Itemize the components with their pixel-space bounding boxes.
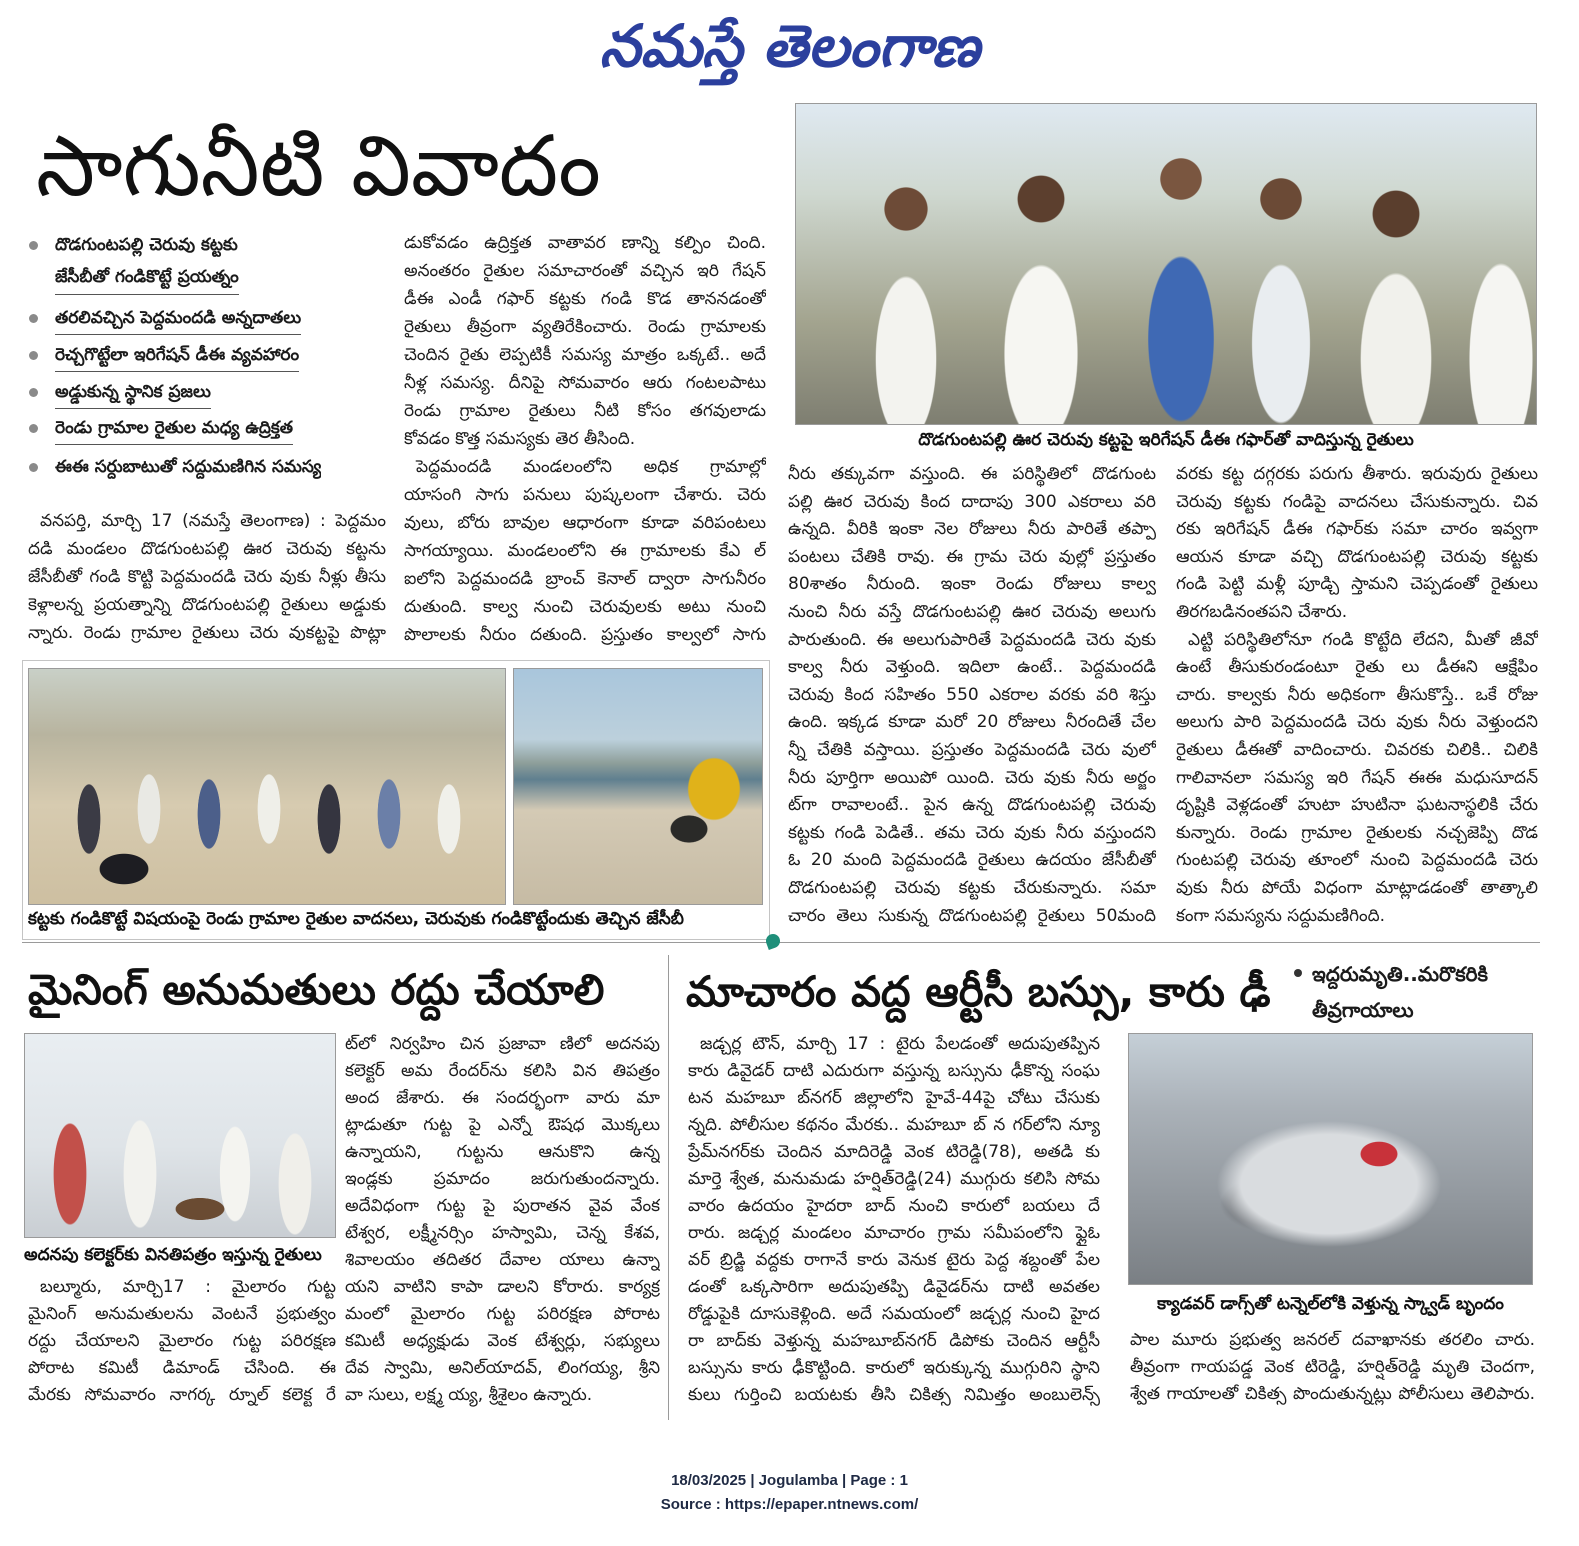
text-line: పల్లి ఊర చెరువు కింద దాదాపు 300 ఎకరాలు వరి bbox=[788, 491, 1156, 512]
text-line: సాగయ్యాయి. మండలంలోని ఈ గ్రామాలకు కేఎ ల్ bbox=[404, 541, 766, 561]
text-line: రెండు గ్రామాల రైతులు నీటి కోసం తగవులాడు bbox=[404, 401, 766, 421]
photo-caption: దొడగుంటపల్లి ఊర చెరువు కట్టపై ఇరిగేషన్ డీఈ గఫార్‌తో వాదిస్తున్న రైతులు bbox=[918, 430, 1414, 450]
text-line: రైతులు డీఈతో వాదించారు. చివరకు చిలికి.. చిలికి bbox=[1176, 739, 1538, 760]
text-line: పొలాలకు నీరుం దతుంది. ప్రస్తుతం కాల్వలో సాగు bbox=[404, 625, 766, 645]
text-line: టన మహబూ బ్‌నగర్ జిల్లాలోని హైవే-44పై చోటు చేసుకు bbox=[688, 1088, 1100, 1108]
bullet-icon bbox=[29, 463, 38, 472]
lead-story-column-1 bbox=[28, 507, 386, 647]
text-line: జేసీబీతో గండి కొట్టి పెద్దమందడి చెరు వుకు నీళ్లు తీసు bbox=[28, 567, 386, 587]
text-line: పోరాట కమిటీ డిమాండ్ చేసింది. ఈ bbox=[28, 1358, 336, 1378]
text-line: 80శాతం నీరుంది. ఇంకా రెండు రోజులు కాల్వ bbox=[788, 574, 1156, 595]
text-line: రారు. జడ్చర్ల మండలం మాచారం గ్రామ సమీపంలోని ఫ్లైఓ bbox=[688, 1223, 1100, 1243]
text-line: దృష్టికి వెళ్లడంతో హుటా హుటినా ఘటనాస్థలికి చేరు bbox=[1176, 795, 1538, 816]
text-line: పాల మూరు ప్రభుత్వ జనరల్ దవాఖానకు తరలిం చారు. bbox=[1130, 1330, 1535, 1350]
text-line: పారుతుంది. ఈ అలుగుపారితే పెద్దమందడి చెరు వుకు bbox=[788, 629, 1156, 650]
text-line: రకు ఇరిగేషన్ డీఈ గఫార్‌కు సమా చారం ఇవ్వగా bbox=[1176, 519, 1538, 540]
column-divider bbox=[668, 955, 669, 1420]
text-line: గుంటపల్లి చెరువు తూంలో నుంచి పెద్దమందడి చెరు bbox=[1176, 850, 1538, 871]
text-line: కలెక్టర్ అమ రేందర్‌ను కలిసి విన తిపత్రం bbox=[345, 1061, 660, 1081]
accident-headline: మాచారం వద్ద ఆర్టీసీ బస్సు, కారు ఢీ bbox=[686, 967, 1271, 1016]
text-line: దడి మండలం దొడగుంటపల్లి ఊర చెరువు కట్టను bbox=[28, 539, 386, 559]
text-line: కెళ్లాలన్న ప్రయత్నాన్ని దొడగుంటపల్లి రైతులు అడ్డుకు bbox=[28, 595, 386, 615]
text-line: ఉంది. ఇక్కడ కూడా మరో 20 రోజులు నీరందితే చేల bbox=[788, 712, 1156, 733]
text-line: యాసంగి సాగు పనులు పుష్కలంగా చేశారు. చెరు bbox=[404, 485, 766, 505]
text-line: అనంతరం రైతుల సమాచారంతో వచ్చిన ఇరి గేషన్ bbox=[404, 261, 766, 281]
footer-edition-line: 18/03/2025 | Jogulamba | Page : 1 bbox=[671, 1472, 908, 1489]
text-line: నుంచి నీరు వస్తే దొడగుంటపల్లి ఊర చెరువు అలుగు bbox=[788, 601, 1156, 622]
text-line: ఆయన కూడా వచ్చి దొడగుంటపల్లి చెరువు కట్టకు bbox=[1176, 546, 1538, 567]
text-line: అలుగు పారి పెద్దమందడి చెరు వుకు నీరు వెళ్తుందని bbox=[1176, 712, 1538, 733]
masthead-title: నమస్తే తెలంగాణ bbox=[599, 12, 980, 80]
bullet-icon bbox=[29, 241, 38, 250]
bullet-line: తరలివచ్చిన పెద్దమందడి అన్నదాతలు bbox=[55, 308, 302, 328]
text-line: ఓ 20 మంది పెద్దమందడి రైతులు ఉదయం జేసీబీతో bbox=[788, 850, 1156, 871]
text-line: వుకు నీరు పోయే విధంగా మాట్లాడడంతో తాత్కాలి bbox=[1176, 877, 1538, 898]
text-line: చారం తెలు సుకున్న దొడగుంటపల్లి రైతులు 50మంది bbox=[788, 905, 1156, 926]
text-line: శ్వేత గాయాలతో చికిత్స పొందుతున్నట్లు పోలీసులు తెలిపారు. bbox=[1130, 1384, 1535, 1404]
text-line: డంతో ఒక్కసారిగా అదుపుతప్పి డివైడర్‌ను దాటి అవతల bbox=[688, 1277, 1100, 1297]
photo-wrecked-car bbox=[1128, 1033, 1533, 1285]
mining-story-column-2 bbox=[345, 1031, 660, 1409]
text-line: ఎట్టి పరిస్థితిలోనూ గండి కొట్టేది లేదని, మీతో జీవో bbox=[1188, 629, 1538, 650]
text-line: ఉన్నది. వీరికి ఇంకా నెల రోజులు నీరు పారితే తప్పా bbox=[788, 519, 1156, 540]
text-line: యని వాటిని కాపా డాలని కోరారు. కార్యక్ర bbox=[345, 1277, 660, 1297]
bullet-icon bbox=[29, 424, 38, 433]
text-line: కంగా సమస్యను సద్దుమణిగింది. bbox=[1176, 905, 1386, 926]
text-line: దుతుంది. కాల్వ నుంచి చెరువులకు అటు నుంచి bbox=[404, 597, 766, 617]
bullet-line: రెండు గ్రామాల రైతుల మధ్య ఉద్రిక్తత bbox=[55, 418, 294, 438]
text-line: వులు, బోరు బావుల ఆధారంగా కూడా వరిపంటలు bbox=[404, 513, 766, 533]
accident-deck bbox=[1292, 957, 1540, 1027]
photo-caption: అదనపు కలెక్టర్‌కు వినతిపత్రం ఇస్తున్న రైతులు bbox=[24, 1245, 322, 1265]
text-line: కట్టకు గండి పెడితే.. తమ చెరు వుకు నీరు వస్తుందని bbox=[788, 822, 1156, 843]
photo-caption: క్యాడవర్ డాగ్స్‌తో టన్నెల్‌లోకి వెళ్తున్న స్క్వాడ్ బృందం bbox=[1157, 1294, 1504, 1314]
text-line: నీరు పూర్తిగా అయిపో యింది. చెరు వుకు నీరు అర్జం bbox=[788, 767, 1156, 788]
bullet-text bbox=[55, 452, 321, 483]
text-line: మార్తె శ్వేత, మనుమడు హర్షిత్‌రెడ్డి(24) ముగ్గురు కలిసి సోమ bbox=[688, 1169, 1100, 1189]
text-line: ట్‌గా రావాలంటే.. పైన ఉన్న దొడగుంటపల్లి చెరువు bbox=[788, 795, 1156, 816]
text-line: రా బాద్‌కు వెళ్తున్న మహబూబ్‌నగర్ డిపోకు చెందిన ఆర్టీసీ bbox=[688, 1331, 1100, 1351]
text-line: కమిటీ అధ్యక్షుడు వెంక టేశ్వర్లు, సభ్యులు bbox=[345, 1331, 660, 1351]
text-line: వర్ బ్రిడ్జి వద్దకు రాగానే కారు వెనుక టైరు పెద్ద శబ్దంతో పేల bbox=[688, 1250, 1100, 1270]
text-line: బస్సును కారు ఢీకొట్టింది. కారులో ఇరుక్కున్న ముగ్గురిని స్థాని bbox=[688, 1358, 1100, 1378]
text-line: గాలివానలా సమస్య ఇరి గేషన్ ఈఈ మధుసూదన్ bbox=[1176, 767, 1538, 788]
photo-farmers-with-irrigation-de bbox=[795, 103, 1537, 425]
bullet-text bbox=[55, 413, 293, 445]
text-line: ఉంటే తీసుకురండంటూ రైతు లు డీఈని ఆక్షేపిం bbox=[1176, 657, 1538, 678]
text-line: ఐలోని పెద్దమందడి బ్రాంచ్ కెనాల్ ద్వారా సాగునీరం bbox=[404, 569, 766, 589]
bullet-line: ఈఈ సర్దుబాటుతో సద్దుమణిగిన సమస్య bbox=[55, 457, 322, 477]
text-line: తీవ్రంగా గాయపడ్డ వెంక టిరెడ్డి, హర్షిత్‌రెడ్డి మృతి చెందగా, bbox=[1130, 1357, 1535, 1377]
text-line: ట్లాడుతూ గుట్ట పై ఎన్నో ఔషధ మొక్కలు bbox=[345, 1115, 660, 1135]
accident-story-column-1 bbox=[688, 1031, 1100, 1409]
lead-story-column-4 bbox=[1176, 461, 1538, 930]
text-line: వనపర్తి, మార్చి 17 (నమస్తే తెలంగాణ) : పెద్దమం bbox=[40, 511, 386, 531]
text-line: శివాలయం తదితర దేవాల యాలు ఉన్నా bbox=[345, 1250, 660, 1270]
bullet-text bbox=[55, 377, 211, 409]
text-line: చారు. కాల్వకు నీరు అధికంగా తీసుకొస్తే.. ఒకే రోజు bbox=[1176, 684, 1538, 705]
footer-source-line: Source : https://epaper.ntnews.com/ bbox=[660, 1496, 919, 1513]
photo-farmers-petition bbox=[24, 1033, 336, 1238]
text-line: గండి పెట్టి మళ్లీ పూడ్చి స్తామని చెప్పడంతో రైతులు bbox=[1176, 574, 1538, 595]
text-line: రద్దు చేయాలని మైలారం గుట్ట పరిరక్షణ bbox=[28, 1331, 336, 1351]
bullet-text bbox=[55, 229, 239, 295]
text-line: మేరకు సోమవారం నాగర్క ర్నూల్ కలెక్ట రే bbox=[28, 1385, 336, 1405]
lead-story-column-3 bbox=[788, 461, 1156, 930]
text-line: వరకు కట్ట దగ్గరకు పరుగు తీశారు. ఇరువురు రైతులు bbox=[1176, 464, 1538, 484]
text-line: పంటలు చేతికి రావు. ఈ గ్రామ చెరు వుల్లో ప్రస్తుతం bbox=[788, 546, 1156, 567]
text-line: రైతులు తీవ్రంగా వ్యతిరేకించారు. రెండు గ్రామాలకు bbox=[404, 317, 766, 337]
accident-story-column-2 bbox=[1130, 1327, 1535, 1408]
text-line: చెందిన రైతు లెప్పటికీ సమస్య మాత్రం ఒక్కటే.. అదే bbox=[404, 345, 766, 365]
bullet-icon bbox=[29, 351, 38, 360]
text-line: పెద్దమందడి మండలంలోని అధిక గ్రామాల్లో bbox=[416, 457, 766, 477]
bullet-line: రెచ్చగొట్టేలా ఇరిగేషన్ డీఈ వ్యవహారం bbox=[55, 345, 300, 365]
bullet-line: అడ్డుకున్న స్థానిక ప్రజలు bbox=[55, 382, 211, 402]
photo-villagers-crowd bbox=[28, 668, 506, 905]
text-line: బల్మూరు, మార్చి17 : మైలారం గుట్ట bbox=[40, 1277, 336, 1297]
text-line: తిరగబడినంతపని చేశారు. bbox=[1176, 601, 1348, 622]
text-line: డుకోవడం ఉద్రిక్తత వాతావర ణాన్ని కల్పిం చింది. bbox=[404, 233, 766, 253]
text-line: వారం ఉదయం హైదరా బాద్ నుంచి కారులో బయలు దే bbox=[688, 1196, 1100, 1216]
text-line: న్నారు. రెండు గ్రామాల రైతులు చెరు వుకట్టపై పొట్లా bbox=[28, 623, 386, 643]
text-line: టేశ్వర, లక్ష్మీనర్సిం హస్వామి, చెన్న కేశవ, bbox=[345, 1223, 660, 1243]
mining-story-column-1 bbox=[28, 1274, 336, 1409]
text-line: మైనింగ్ అనుమతులను వెంటనే ప్రభుత్వం bbox=[28, 1304, 336, 1324]
bullet-line: దొడగుంటపల్లి చెరువు కట్టకు bbox=[55, 235, 238, 255]
text-line: దొడగుంటపల్లి చెరువు కట్టకు చేరుకున్నారు. సమా bbox=[788, 877, 1156, 898]
text-line: కులు గుర్తించి బయటకు తీసి చికిత్స నిమిత్తం అంబులెన్స్ bbox=[688, 1385, 1100, 1405]
text-line: కోవడం కొత్త సమస్యకు తెర తీసింది. bbox=[404, 429, 636, 449]
deck-line: ఇద్దరుమృతి..మరొకరికి bbox=[1312, 962, 1488, 986]
text-line: నీళ్ల సమస్య. దీనిపై సోమవారం ఆరు గంటలపాటు bbox=[404, 373, 766, 393]
text-line: రోడ్డుపైకి దూసుకెళ్లింది. అదే సమయంలో జడ్చర్ల నుంచి హైద bbox=[688, 1304, 1100, 1324]
text-line: కారు డివైడర్ దాటి ఎదురుగా వస్తున్న బస్సును ఢీకొన్న సంఘ bbox=[688, 1061, 1100, 1081]
mining-headline: మైనింగ్ అనుమతులు రద్దు చేయాలి bbox=[28, 965, 605, 1014]
text-line: కున్నారు. రెండు గ్రామాల రైతులకు నచ్చజెప్పి దొడ bbox=[1176, 822, 1538, 843]
text-line: కాల్వ నీరు వెళ్తుంది. ఇదిలా ఉంటే.. పెద్దమందడి bbox=[788, 657, 1156, 678]
text-line: మంలో మైలారం గుట్ట పరిరక్షణ పోరాట bbox=[345, 1304, 660, 1324]
text-line: న్నది. పోలీసుల కథనం మేరకు.. మహబూ బ్ న గర్‌లోని న్యూ bbox=[688, 1115, 1100, 1135]
lead-story-column-2 bbox=[404, 229, 766, 649]
deck-line: తీవ్రగాయాలు bbox=[1312, 998, 1414, 1022]
bullet-icon bbox=[29, 388, 38, 397]
text-line: న్నీ చేతికి వస్తాయి. ప్రస్తుతం పెద్దమందడి చెరు వులో bbox=[788, 739, 1156, 760]
bullet-icon bbox=[1294, 969, 1302, 977]
text-line: ఉన్నాయని, గుట్టను ఆనుకొని ఉన్న bbox=[345, 1142, 660, 1162]
text-line: నీరు తక్కువగా వస్తుంది. ఈ పరిస్థితిలో దొడగుంట bbox=[788, 464, 1156, 484]
text-line: జడ్చర్ల టౌన్, మార్చి 17 : టైరు పేలడంతో అదుపుతప్పిన bbox=[700, 1034, 1100, 1054]
photo-caption: కట్టకు గండికొట్టే విషయంపై రెండు గ్రామాల రైతుల వాదనలు, చెరువుకు గండికొట్టేందుకు తెచ్చిన జేసీబీ bbox=[28, 909, 684, 929]
bullet-icon bbox=[29, 314, 38, 323]
text-line: ఇండ్లకు ప్రమాదం జరుగుతుందన్నారు. bbox=[345, 1169, 660, 1189]
text-line: అంద జేశారు. ఈ సందర్భంగా వారు మా bbox=[345, 1088, 660, 1108]
text-line: దేవ స్వామి, అనిల్‌యాదవ్, లింగయ్య, శ్రీని bbox=[345, 1358, 660, 1378]
text-line: వా సులు, లక్ష్మ య్య, శ్రీశైలం ఉన్నారు. bbox=[345, 1385, 593, 1405]
section-divider bbox=[22, 942, 1540, 943]
bullet-text bbox=[55, 303, 301, 335]
text-line: ట్‌లో నిర్వహిం చిన ప్రజావా ణిలో అదనపు bbox=[345, 1034, 660, 1054]
bullet-text bbox=[55, 340, 299, 372]
lead-headline: సాగునీటి వివాదం bbox=[36, 117, 601, 215]
text-line: డీఈ ఎండీ గఫార్ కట్టకు గండి కొడ తాననడంతో bbox=[404, 289, 766, 309]
text-line: అదేవిధంగా గుట్ట పై పురాతన వైవ వేంక bbox=[345, 1196, 660, 1216]
text-line: చెరువు కట్టకు గండిపై వాదనలు చేసుకున్నారు. చివ bbox=[1176, 491, 1538, 512]
text-line: ప్రేమ్‌నగర్‌కు చెందిన మాదిరెడ్డి వెంక టిరెడ్డి(78), అతడి కు bbox=[688, 1142, 1100, 1162]
text-line: చెరువు కింద సహితం 550 ఎకరాల వరకు వరి శిస్తు bbox=[788, 684, 1156, 705]
bullet-line: జేసీబీతో గండికొట్టే ప్రయత్నం bbox=[55, 267, 239, 287]
photo-jcb-at-tank-bund bbox=[513, 668, 763, 905]
